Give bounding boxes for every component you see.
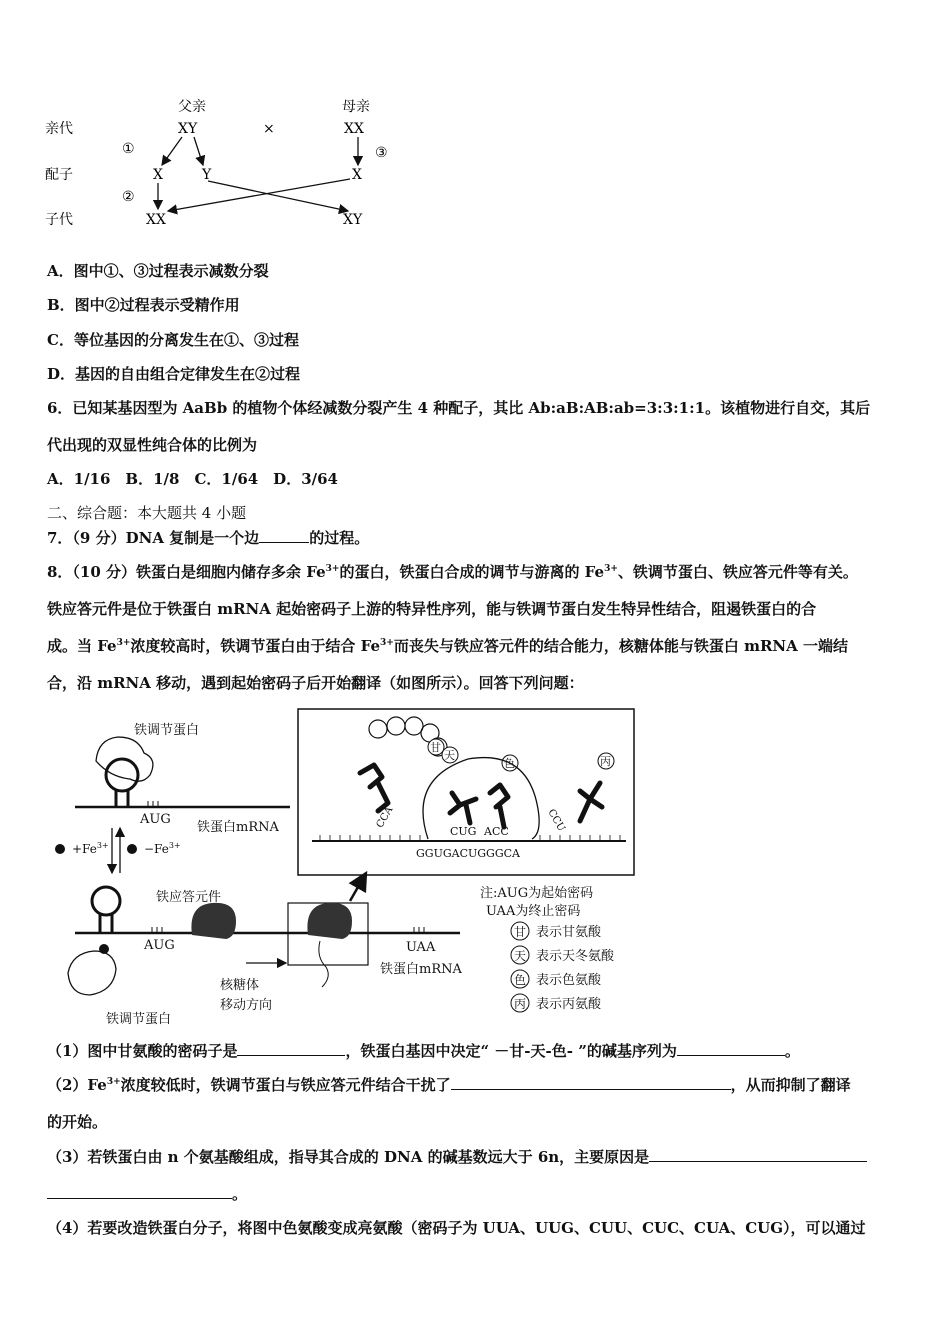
sub1-blank-sequence[interactable] xyxy=(677,1041,785,1056)
ferritin-translation-figure xyxy=(40,703,640,1033)
legend-gan-symbol: 甘 xyxy=(514,925,527,939)
ribosome-direction-label1: 核糖体 xyxy=(220,978,260,993)
q6-stem-line1: 6．已知某基因型为 AaBb 的植物个体经减数分裂产生 4 种配子，其比 Ab:aB:AB:ab=3:3:1:1。该植物进行自交，其后 xyxy=(47,399,871,417)
trna-shapes xyxy=(360,765,602,827)
q5-option-c: C．等位基因的分离发生在①、③过程 xyxy=(47,331,299,349)
sub-question-2 xyxy=(47,1075,851,1095)
legend-tian-symbol: 天 xyxy=(514,949,527,963)
row-gamete-label: 配子 xyxy=(45,167,73,183)
q8-text: 浓度较高时，铁调节蛋白由于结合 Fe xyxy=(130,637,381,655)
sub3-blank-part2[interactable] xyxy=(47,1184,232,1199)
q8-text: 的蛋白，铁蛋白合成的调节与游离的 Fe xyxy=(339,563,605,581)
mother-label: 母亲 xyxy=(342,99,370,115)
pedigree-arrows xyxy=(158,137,358,211)
q6-stem-line2: 代出现的双显性纯合体的比例为 xyxy=(47,436,258,454)
q8-text: 成。当 Fe xyxy=(47,637,117,655)
sub-question-2-cont: 的开始。 xyxy=(47,1113,108,1131)
sub1-text: ，铁蛋白基因中决定“ －甘-天-色- ”的碱基序列为 xyxy=(345,1042,677,1060)
q8-text: 、铁调节蛋白、铁应答元件等有关。 xyxy=(617,563,858,581)
sub2-blank[interactable] xyxy=(451,1075,731,1090)
ribosome-in-box xyxy=(307,903,352,939)
legend-se-text: 表示色氨酸 xyxy=(536,973,602,988)
offspring-xx: XX xyxy=(146,212,166,228)
codon-acc: ACC xyxy=(484,825,509,838)
amino-gan: 甘 xyxy=(430,741,441,754)
mrna-label-bottom: 铁蛋白mRNA xyxy=(380,962,462,977)
sub3-text: （3）若铁蛋白由 n 个氨基酸组成，指导其合成的 DNA 的碱基数远大于 6n，主要原因是 xyxy=(47,1148,650,1166)
ire-protein-shape-bottom xyxy=(68,951,116,995)
cross-symbol: × xyxy=(263,121,275,137)
gamete-x-mother: X xyxy=(352,167,362,183)
q6-options: A．1/16 B．1/8 C．1/64 D．3/64 xyxy=(47,470,338,488)
gamete-x-father: X xyxy=(153,167,163,183)
note-line2: UAA为终止密码 xyxy=(486,904,581,919)
sub2-text: ，从而抑制了翻译 xyxy=(730,1076,851,1094)
aug-label-bottom: AUG xyxy=(144,938,175,953)
uaa-label: UAA xyxy=(406,940,436,955)
ire-protein-label-bottom: 铁调节蛋白 xyxy=(106,1012,172,1027)
fe-dot-left xyxy=(55,844,65,854)
q5-option-d: D．基因的自由组合定律发生在②过程 xyxy=(47,365,301,383)
q7-suffix: 的过程。 xyxy=(309,529,370,547)
fe-superscript: 3+ xyxy=(604,564,618,574)
codon-cug: CUG xyxy=(450,825,477,838)
sub-question-1 xyxy=(47,1041,800,1061)
plus-fe-label: $+Fe^{3+}$ xyxy=(72,841,109,856)
legend-tian-text: 表示天冬氨酸 xyxy=(536,949,615,964)
fe-superscript: 3+ xyxy=(380,638,394,648)
minus-fe-label: $-Fe^{3+}$ xyxy=(144,841,181,856)
ire-loop-top xyxy=(106,759,138,791)
zoom-arrow xyxy=(350,873,366,901)
legend-bing-symbol: 丙 xyxy=(514,997,527,1011)
fe-superscript: 3+ xyxy=(325,564,340,574)
gamete-y-father: Y xyxy=(202,167,212,183)
q7-stem xyxy=(47,528,369,548)
mrna-label-top: 铁蛋白mRNA xyxy=(197,820,279,835)
fe-dot-right xyxy=(127,844,137,854)
process-1-label: ① xyxy=(122,141,135,157)
q7-answer-blank[interactable] xyxy=(259,528,309,543)
sub2-text: 浓度较低时，铁调节蛋白与铁应答元件结合干扰了 xyxy=(120,1076,451,1094)
ire-label: 铁应答元件 xyxy=(156,890,222,905)
section-heading: 二、综合题：本大题共 4 小题 xyxy=(47,504,247,522)
q8-stem-line4: 合，沿 mRNA 移动，遇到起始密码子后开始翻译（如图所示）。回答下列问题： xyxy=(47,674,584,692)
row-parent-label: 亲代 xyxy=(45,121,73,137)
anticodon-ccu: CCU xyxy=(545,807,567,834)
sub1-blank-codon[interactable] xyxy=(237,1041,345,1056)
q8-text: 8．（10 分）铁蛋白是细胞内储存多余 Fe xyxy=(47,563,326,581)
q7-prefix: 7．（9 分）DNA 复制是一个边 xyxy=(47,529,260,547)
ire-protein-label-top: 铁调节蛋白 xyxy=(134,723,200,738)
fe-superscript: 3+ xyxy=(106,1077,121,1087)
father-label: 父亲 xyxy=(178,99,206,115)
sub-question-3 xyxy=(47,1147,867,1167)
amino-se: 色 xyxy=(504,757,515,770)
q5-option-b: B．图中②过程表示受精作用 xyxy=(47,296,240,314)
legend-bing-text: 表示丙氨酸 xyxy=(536,997,602,1012)
ribosome-small xyxy=(191,903,236,939)
ribosome-direction-label2: 移动方向 xyxy=(220,998,273,1013)
mrna-sequence: GGUGACUGGGCA xyxy=(416,847,520,860)
mother-genotype: XX xyxy=(344,121,364,137)
q8-stem-line3 xyxy=(47,636,848,656)
sub3-text: 。 xyxy=(232,1185,248,1203)
offspring-xy: XY xyxy=(343,212,363,228)
sub2-text: （2）Fe xyxy=(47,1076,107,1094)
anticodon-cca: CCA xyxy=(374,804,396,830)
legend-gan-text: 表示甘氨酸 xyxy=(536,925,602,940)
process-2-label: ② xyxy=(122,189,135,205)
q8-stem-line1 xyxy=(47,562,858,582)
q8-stem-line2: 铁应答元件是位于铁蛋白 mRNA 起始密码子上游的特异性序列，能与铁调节蛋白发生特异性结合，阻遏铁蛋白的合 xyxy=(47,600,817,618)
aug-label-top: AUG xyxy=(140,812,171,827)
amino-bing: 丙 xyxy=(600,755,611,768)
sub3-blank-part1[interactable] xyxy=(649,1147,867,1162)
ire-loop-bottom xyxy=(92,887,120,915)
peptide-chain xyxy=(319,941,328,987)
sub1-text: （1）图中甘氨酸的密码子是 xyxy=(47,1042,238,1060)
father-genotype: XY xyxy=(178,121,198,137)
process-3-label: ③ xyxy=(375,145,388,161)
q8-text: 而丧失与铁应答元件的结合能力，核糖体能与铁蛋白 mRNA 一端结 xyxy=(393,637,848,655)
sub-question-4: （4）若要改造铁蛋白分子，将图中色氨酸变成亮氨酸（密码子为 UUA、UUG、CUU、CUC、CUA、CUG），可以通过 xyxy=(47,1219,866,1237)
sub1-text: 。 xyxy=(784,1042,800,1060)
ribosome-outline xyxy=(423,758,539,839)
note-line1: 注:AUG为起始密码 xyxy=(480,886,594,901)
pedigree-diagram xyxy=(40,95,410,235)
row-offspring-label: 子代 xyxy=(45,212,73,228)
q5-option-a: A．图中①、③过程表示减数分裂 xyxy=(47,262,269,280)
fe-superscript: 3+ xyxy=(116,638,131,648)
sub-question-3-cont xyxy=(47,1184,247,1204)
amino-tian: 天 xyxy=(444,749,455,762)
legend-se-symbol: 色 xyxy=(514,973,527,987)
